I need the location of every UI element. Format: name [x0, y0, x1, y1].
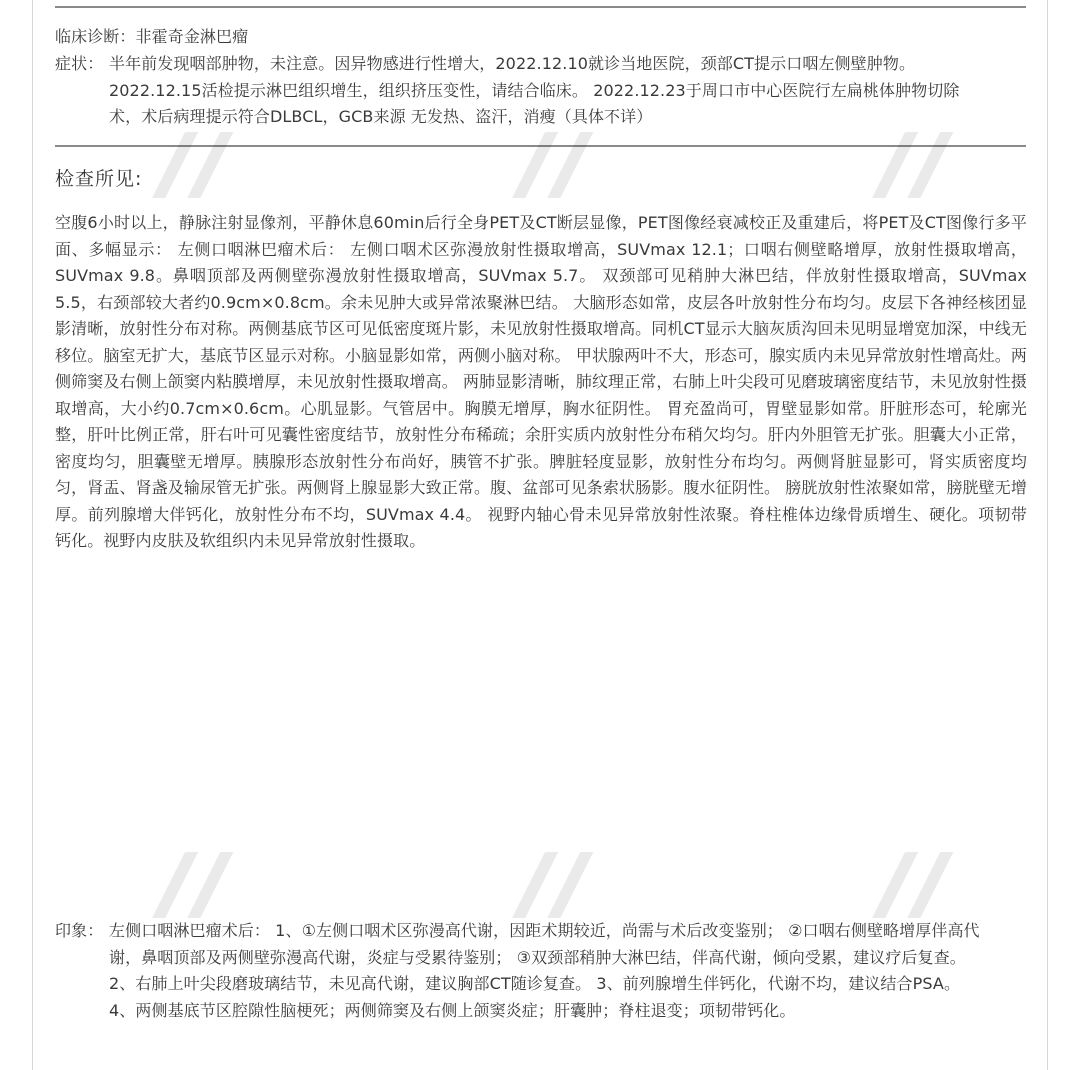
page-border-right	[1047, 0, 1048, 1070]
clinical-diagnosis	[55, 24, 1027, 51]
impression-label: 印象：	[55, 921, 104, 940]
findings-text: 空腹6小时以上，静脉注射显像剂，平静休息60min后行全身PET及CT断层显像，PET图像经衰减校正及重建后，将PET及CT图像行多平面、多幅显示： 左侧口咽淋巴瘤术后： 左侧口咽术区弥漫放射性摄取增高，SUVmax 12.1；口咽右侧壁略增厚，放射性摄取增高，SUVmax 9.8。鼻咽顶部及两侧壁弥漫放射性摄取增高，SUVmax 5.7。 双颈部可见稍肿大淋巴结，伴放射性摄取增高，SUVmax 5.5，右颈部较大者约0.9cm×0.8cm。余未见肿大或异常浓聚淋巴结。 大脑形态如常，皮层各叶放射性分布均匀。皮层下各神经核团显影清晰，放射性分布对称。两侧基底节区可见低密度斑片影，未见放射性摄取增高。同机CT显示大脑灰质沟回未见明显增宽加深，中线无移位。脑室无扩大，基底节区显示对称。小脑显影如常，两侧小脑对称。 甲状腺两叶不大，形态可，腺实质内未见异常放射性增高灶。两侧筛窦及右侧上颌窦内粘膜增厚，未见放射性摄取增高。 两肺显影清晰，肺纹理正常，右肺上叶尖段可见磨玻璃密度结节，未见放射性摄取增高，大小约0.7cm×0.6cm。心肌显影。气管居中。胸膜无增厚，胸水征阴性。 胃充盈尚可，胃壁显影如常。肝脏形态可，轮廓光整，肝叶比例正常，肝右叶可见囊性密度结节，放射性分布稀疏；余肝实质内放射性分布稍欠均匀。肝内外胆管无扩张。胆囊大小正常，密度均匀，胆囊壁无增厚。胰腺形态放射性分布尚好，胰管不扩张。脾脏轻度显影，放射性分布均匀。两侧肾脏显影可，肾实质密度均匀，肾盂、肾盏及输尿管无扩张。两侧肾上腺显影大致正常。腹、盆部可见条索状肠影。腹水征阴性。 膀胱放射性浓聚如常，膀胱壁无增厚。前列腺增大伴钙化，放射性分布不均，SUVmax 4.4。 视野内轴心骨未见异常放射性浓聚。脊柱椎体边缘骨质增生、硬化。项韧带钙化。视野内皮肤及软组织内未见异常放射性摄取。	[55, 213, 1027, 550]
symptoms	[55, 51, 970, 131]
diagnosis-value: 非霍奇金淋巴瘤	[135, 27, 249, 46]
findings-title: 检查所见:	[55, 168, 143, 190]
impression-value: 左侧口咽淋巴瘤术后： 1、①左侧口咽术区弥漫高代谢，因距术期较近，尚需与术后改变鉴别； ②口咽右侧壁略增厚伴高代谢，鼻咽顶部及两侧壁弥漫高代谢，炎症与受累待鉴别； ③双颈部稍肿大淋巴结，伴高代谢，倾向受累，建议疗后复查。 2、右肺上叶尖段磨玻璃结节，未见高代谢，建议胸部CT随诊复查。 3、前列腺增生伴钙化，代谢不均，建议结合PSA。 4、两侧基底节区腔隙性脑梗死；两侧筛窦及右侧上颌窦炎症；肝囊肿；脊柱退变；项韧带钙化。	[109, 921, 980, 1020]
top-divider	[55, 6, 1026, 8]
section-divider	[55, 145, 1026, 147]
symptoms-label: 症状：	[55, 54, 104, 73]
symptoms-value: 半年前发现咽部肿物，未注意。因异物感进行性增大，2022.12.10就诊当地医院，颈部CT提示口咽左侧壁肿物。2022.12.15活检提示淋巴组织增生，组织挤压变性，请结合临床。 2022.12.23于周口市中心医院行左扁桃体肿物切除术，术后病理提示符合DLBCL，GCB来源 无发热、盗汗，消瘦（具体不详）	[109, 54, 960, 126]
diagnosis-label: 临床诊断：	[55, 27, 136, 46]
page-border-left	[32, 0, 33, 1070]
impression	[55, 918, 985, 1024]
